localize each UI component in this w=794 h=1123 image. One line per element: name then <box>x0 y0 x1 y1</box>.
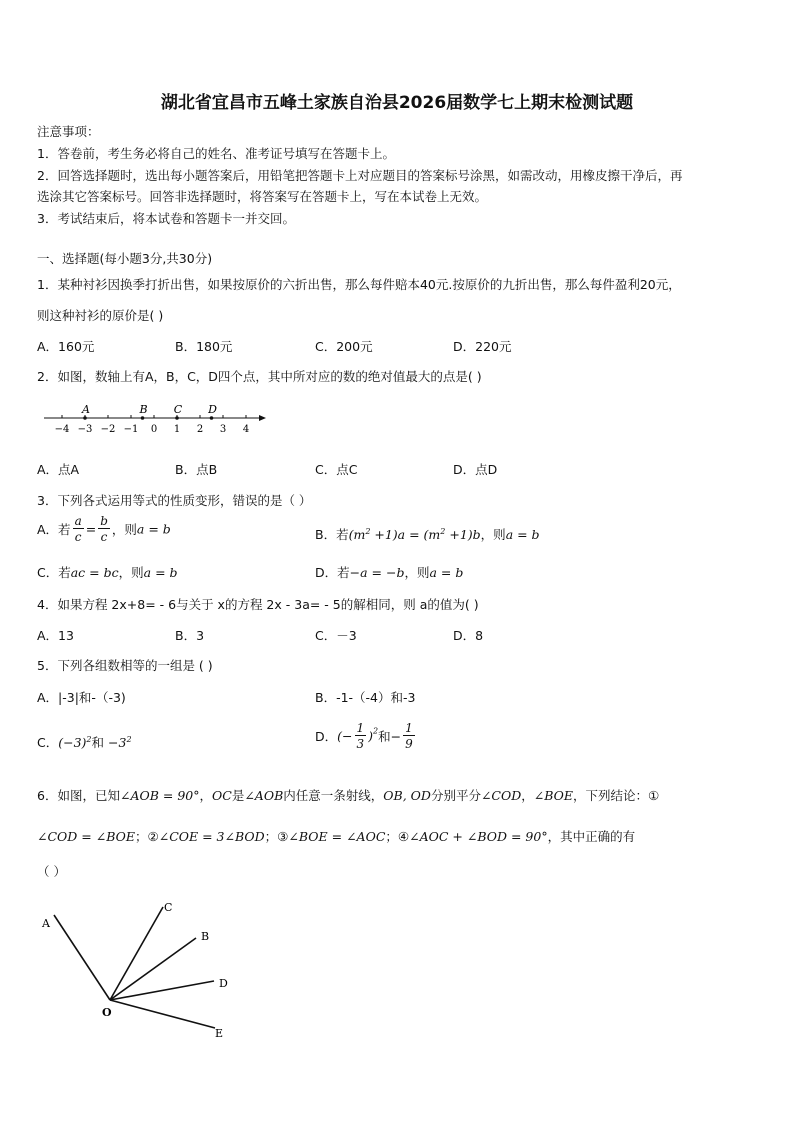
q6-l1-e: 分别平分 <box>430 788 481 803</box>
q3-b-then: ，则 <box>480 527 506 542</box>
q5-d-frac2 <box>403 722 415 750</box>
q6-text-line2 <box>37 827 635 845</box>
q1-option-d: D．220元 <box>453 339 512 354</box>
q3-option-a <box>37 515 171 543</box>
q6-text-line1 <box>37 786 659 804</box>
q5-d-den1: 3 <box>356 737 365 751</box>
q4-option-a: A．13 <box>37 628 74 643</box>
q6-l2-b: ；③ <box>264 829 289 844</box>
number-line-point-c <box>175 416 179 420</box>
q3-b-sup2: 2 <box>440 526 446 536</box>
q3-b-math2: +1)a = (m <box>370 527 441 542</box>
q1-text-line2: 则这种衬衫的原价是( ) <box>37 308 164 323</box>
q5-d-num2: 1 <box>405 721 413 735</box>
q6-l1-m1: ∠AOB = 90° <box>119 788 200 803</box>
number-line-point-label-c: C <box>173 403 183 416</box>
q6-l1-d: 内任意一条射线， <box>283 788 384 803</box>
q6-text-line3: （ ） <box>37 864 66 879</box>
q3-b-result: a = b <box>505 527 540 542</box>
q3-d-then: ，则 <box>404 565 430 580</box>
q4-option-c: C．－3 <box>315 628 357 643</box>
q3-a-frac1 <box>73 515 84 543</box>
number-line-tick-label: −4 <box>54 424 70 435</box>
q6-l2-m4: ∠AOC + ∠BOD = 90° <box>409 829 548 844</box>
number-line-point-label-b: B <box>139 403 148 416</box>
q5-d-den2: 9 <box>405 737 413 751</box>
q6-l2-m1: ∠COD = ∠BOE <box>37 829 135 844</box>
q6-l2-c: ；④ <box>385 829 410 844</box>
q6-l1-m3: ∠AOB <box>244 788 284 803</box>
q5-option-b: B．-1-（-4）和-3 <box>315 690 416 705</box>
ray-oa <box>54 915 110 1000</box>
q4-option-b: B．3 <box>175 628 205 643</box>
ray-od <box>110 981 214 1000</box>
q5-c-prefix: C． <box>37 735 59 750</box>
q6-l1-f: ， <box>521 788 534 803</box>
q3-b-prefix: B．若 <box>315 527 349 542</box>
q5-d-sup: 2 <box>373 726 379 736</box>
ray-oe <box>110 1000 215 1028</box>
section-heading: 一、选择题(每小题3分,共30分) <box>37 251 213 266</box>
q3-option-b <box>315 525 540 543</box>
q6-l1-m2: OC <box>212 788 232 803</box>
q5-option-a: A．|-3|和-（-3) <box>37 690 126 705</box>
q1-option-c: C．200元 <box>315 339 373 354</box>
q4-option-d: D．8 <box>453 628 484 643</box>
q6-l1-m6: ∠BOE <box>533 788 574 803</box>
q6-l2-d: ，其中正确的有 <box>547 829 636 844</box>
q3-a-num1: a <box>74 514 82 528</box>
number-line-tick-label: −3 <box>77 424 93 435</box>
number-line-tick-label: 4 <box>242 424 250 435</box>
q3-d-result: a = b <box>429 565 464 580</box>
ray-oc <box>110 907 163 1000</box>
q6-l2-m3: ∠BOE = ∠AOC <box>288 829 386 844</box>
q3-b-math1: (m <box>348 527 366 542</box>
q5-c-sup1: 2 <box>86 734 92 744</box>
q3-c-prefix: C．若 <box>37 565 71 580</box>
number-line-point-d <box>210 416 214 420</box>
note-item-1: 1．答卷前，考生务必将自己的姓名、准考证号填写在答题卡上。 <box>37 146 395 161</box>
number-line-point-label-a: A <box>82 403 90 416</box>
q3-c-math: ac = bc <box>70 565 119 580</box>
q2-option-b: B．点B <box>175 462 218 477</box>
q5-c-sup2: 2 <box>126 734 132 744</box>
q6-l2-a: ；② <box>135 829 159 844</box>
q5-d-num1: 1 <box>356 721 365 735</box>
q6-l1-g: ，下列结论：① <box>573 788 660 803</box>
notes-heading: 注意事项： <box>37 124 100 139</box>
q3-d-math: −a = −b <box>349 565 405 580</box>
number-line-point-b <box>141 416 145 420</box>
number-line-arrow <box>259 415 266 421</box>
label-c: C <box>164 901 173 914</box>
number-line-tick-label: −2 <box>100 424 116 435</box>
number-line-tick-label: 2 <box>196 424 204 435</box>
q6-l2-m2: ∠COE = 3∠BOD <box>158 829 265 844</box>
q1-text-line1: 1．某种衬衫因换季打折出售，如果按原价的六折出售，那么每件赔本40元.按原价的九折出售，那么每件盈利20元， <box>37 277 681 292</box>
q6-l1-m4: OB, OD <box>383 788 431 803</box>
number-line-tick-label: −1 <box>123 424 139 435</box>
q2-option-d: D．点D <box>453 462 498 477</box>
q3-option-d <box>315 563 463 581</box>
number-line-tick-label: 3 <box>219 424 227 435</box>
q1-option-b: B．180元 <box>175 339 233 354</box>
q2-option-a: A．点A <box>37 462 80 477</box>
q3-a-eq: = <box>85 521 97 537</box>
label-e: E <box>215 1027 224 1040</box>
q5-c-math2: −3 <box>108 735 127 750</box>
q5-c-math1: (−3) <box>58 735 87 750</box>
q3-a-frac2 <box>98 515 110 543</box>
q3-d-prefix: D．若 <box>315 565 350 580</box>
label-d: D <box>219 977 228 990</box>
number-line-point-label-d: D <box>208 403 217 416</box>
label-a: A <box>42 917 50 930</box>
q6-l1-a: 6．如图，已知 <box>37 788 120 803</box>
note-item-2-cont: 选涂其它答案标号。回答非选择题时，将答案写在答题卡上，写在本试卷上无效。 <box>37 189 488 204</box>
q5-c-and: 和 <box>91 735 105 750</box>
q3-a-den2: c <box>100 530 108 544</box>
q3-a-result: a = b <box>136 521 171 537</box>
label-o: O <box>102 1006 112 1019</box>
q6-l1-m5: ∠COD <box>480 788 522 803</box>
q5-d-and: 和− <box>378 729 402 744</box>
q3-b-sup1: 2 <box>365 526 371 536</box>
note-item-3: 3．考试结束后，将本试卷和答题卡一并交回。 <box>37 211 295 226</box>
ray-ob <box>110 938 196 1000</box>
q3-b-math3: +1)b <box>445 527 481 542</box>
q3-c-result: a = b <box>143 565 178 580</box>
q2-option-c: C．点C <box>315 462 358 477</box>
number-line-point-a <box>83 416 87 420</box>
angle-figure <box>38 895 248 1045</box>
q3-c-then: ，则 <box>118 565 144 580</box>
q5-d-open: (− <box>337 728 353 744</box>
note-item-2: 2．回答选择题时，选出每小题答案后，用铅笔把答题卡上对应题目的答案标号涂黑，如需改动，用橡皮擦干净后，再 <box>37 168 683 183</box>
q5-d-prefix: D． <box>315 729 338 744</box>
q3-a-then: ，则 <box>111 522 137 537</box>
q3-option-c <box>37 563 178 581</box>
number-line-tick-label: 1 <box>173 424 181 435</box>
q5-d-frac1 <box>355 722 367 750</box>
q6-l1-c: 是 <box>231 788 245 803</box>
q5-d-close: ) <box>368 728 374 744</box>
q5-option-c <box>37 733 132 751</box>
number-line-figure <box>40 400 280 436</box>
page-title: 湖北省宜昌市五峰土家族自治县2026届数学七上期末检测试题 <box>160 93 634 113</box>
q6-l1-b: ， <box>199 788 212 803</box>
q3-a-den1: c <box>74 530 82 544</box>
q3-a-prefix: A．若 <box>37 522 71 537</box>
q5-option-d <box>315 722 417 750</box>
q4-text: 4．如果方程 2x+8= - 6与关于 x的方程 2x - 3a= - 5的解相同，则 a的值为( ) <box>37 597 479 612</box>
q3-text: 3．下列各式运用等式的性质变形，错误的是（ ） <box>37 493 312 508</box>
q2-text: 2．如图，数轴上有A，B，C，D四个点，其中所对应的数的绝对值最大的点是( ) <box>37 369 482 384</box>
q3-a-num2: b <box>100 514 108 528</box>
q1-option-a: A．160元 <box>37 339 95 354</box>
label-b: B <box>201 930 210 943</box>
number-line-tick-label: 0 <box>150 424 158 435</box>
q5-text: 5．下列各组数相等的一组是 ( ) <box>37 658 213 673</box>
